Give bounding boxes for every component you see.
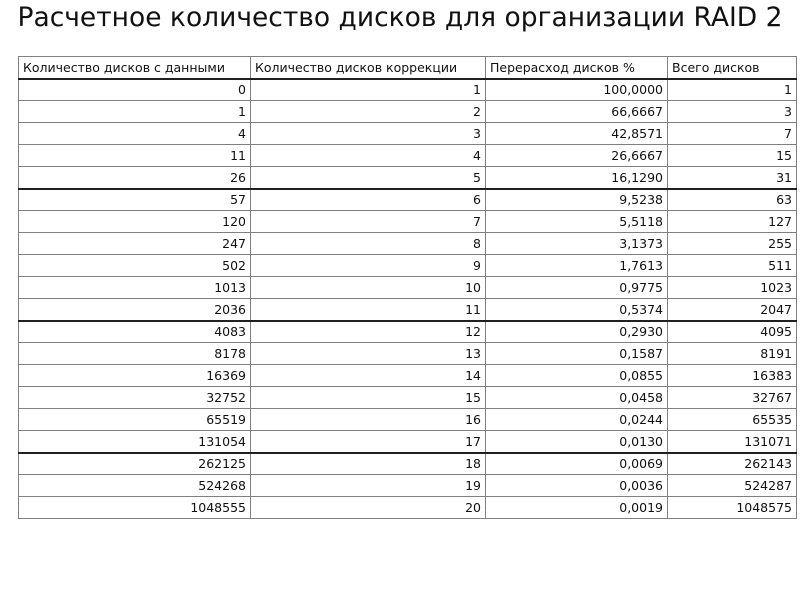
table-row [19,409,797,431]
total-disks-cell: 1023 [668,277,797,299]
correction-disks-cell: 8 [251,233,486,255]
data-disks-cell: 57 [19,189,251,211]
data-disks-cell: 32752 [19,387,251,409]
table-header-row [19,57,797,79]
data-disks-cell: 26 [19,167,251,189]
table-row [19,277,797,299]
data-disks-cell: 120 [19,211,251,233]
overhead-percent-cell: 42,8571 [486,123,668,145]
data-disks-cell: 131054 [19,431,251,453]
data-disks-cell: 262125 [19,453,251,475]
overhead-percent-cell: 0,5374 [486,299,668,321]
table-row [19,123,797,145]
total-disks-cell: 63 [668,189,797,211]
correction-disks-cell: 9 [251,255,486,277]
overhead-percent-cell: 0,0036 [486,475,668,497]
table-row [19,299,797,321]
data-disks-cell: 0 [19,79,251,101]
table-row [19,365,797,387]
correction-disks-cell: 15 [251,387,486,409]
data-disks-cell: 8178 [19,343,251,365]
correction-disks-cell: 10 [251,277,486,299]
overhead-percent-cell: 1,7613 [486,255,668,277]
total-disks-cell: 15 [668,145,797,167]
correction-disks-cell: 6 [251,189,486,211]
data-disks-cell: 16369 [19,365,251,387]
table-row [19,343,797,365]
table-row [19,167,797,189]
header-overhead-percent: Перерасход дисков % [486,57,668,79]
table-row [19,453,797,475]
correction-disks-cell: 2 [251,101,486,123]
correction-disks-cell: 11 [251,299,486,321]
total-disks-cell: 2047 [668,299,797,321]
correction-disks-cell: 19 [251,475,486,497]
correction-disks-cell: 18 [251,453,486,475]
correction-disks-cell: 20 [251,497,486,519]
overhead-percent-cell: 0,1587 [486,343,668,365]
raid2-disk-table [18,56,797,519]
total-disks-cell: 524287 [668,475,797,497]
total-disks-cell: 31 [668,167,797,189]
table-row [19,79,797,101]
overhead-percent-cell: 66,6667 [486,101,668,123]
total-disks-cell: 3 [668,101,797,123]
overhead-percent-cell: 0,0458 [486,387,668,409]
header-data-disks: Количество дисков с данными [19,57,251,79]
data-disks-cell: 4083 [19,321,251,343]
total-disks-cell: 16383 [668,365,797,387]
total-disks-cell: 127 [668,211,797,233]
table-row [19,387,797,409]
total-disks-cell: 262143 [668,453,797,475]
table-row [19,255,797,277]
correction-disks-cell: 13 [251,343,486,365]
total-disks-cell: 1 [668,79,797,101]
total-disks-cell: 1048575 [668,497,797,519]
correction-disks-cell: 14 [251,365,486,387]
overhead-percent-cell: 3,1373 [486,233,668,255]
total-disks-cell: 131071 [668,431,797,453]
correction-disks-cell: 3 [251,123,486,145]
data-disks-cell: 247 [19,233,251,255]
total-disks-cell: 4095 [668,321,797,343]
overhead-percent-cell: 0,0855 [486,365,668,387]
overhead-percent-cell: 26,6667 [486,145,668,167]
total-disks-cell: 8191 [668,343,797,365]
total-disks-cell: 32767 [668,387,797,409]
total-disks-cell: 65535 [668,409,797,431]
overhead-percent-cell: 0,0069 [486,453,668,475]
table-row [19,211,797,233]
header-correction-disks: Количество дисков коррекции [251,57,486,79]
correction-disks-cell: 7 [251,211,486,233]
table-row [19,321,797,343]
correction-disks-cell: 12 [251,321,486,343]
data-disks-cell: 502 [19,255,251,277]
overhead-percent-cell: 16,1290 [486,167,668,189]
data-disks-cell: 1013 [19,277,251,299]
table-row [19,233,797,255]
header-total-disks: Всего дисков [668,57,797,79]
data-disks-cell: 1048555 [19,497,251,519]
data-disks-cell: 11 [19,145,251,167]
total-disks-cell: 7 [668,123,797,145]
total-disks-cell: 511 [668,255,797,277]
correction-disks-cell: 5 [251,167,486,189]
table-row [19,145,797,167]
data-disks-cell: 65519 [19,409,251,431]
table-row [19,497,797,519]
table-row [19,101,797,123]
correction-disks-cell: 4 [251,145,486,167]
total-disks-cell: 255 [668,233,797,255]
overhead-percent-cell: 9,5238 [486,189,668,211]
overhead-percent-cell: 0,9775 [486,277,668,299]
overhead-percent-cell: 5,5118 [486,211,668,233]
data-disks-cell: 4 [19,123,251,145]
slide-title: Расчетное количество дисков для организации RAID 2 [17,2,783,33]
data-disks-cell: 1 [19,101,251,123]
overhead-percent-cell: 0,0244 [486,409,668,431]
table-row [19,431,797,453]
overhead-percent-cell: 100,0000 [486,79,668,101]
correction-disks-cell: 1 [251,79,486,101]
data-disks-cell: 524268 [19,475,251,497]
overhead-percent-cell: 0,0130 [486,431,668,453]
data-disks-cell: 2036 [19,299,251,321]
correction-disks-cell: 16 [251,409,486,431]
overhead-percent-cell: 0,2930 [486,321,668,343]
table-row [19,189,797,211]
table-row [19,475,797,497]
overhead-percent-cell: 0,0019 [486,497,668,519]
correction-disks-cell: 17 [251,431,486,453]
